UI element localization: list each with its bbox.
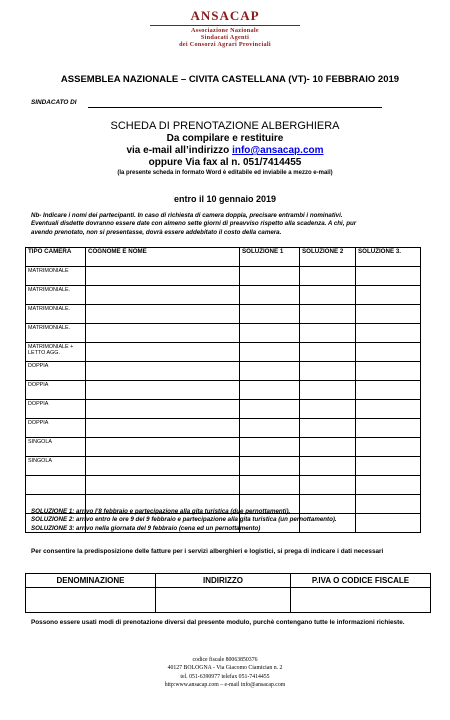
room-type-cell: SINGOLA [26, 457, 86, 476]
soluzione-1-cell[interactable] [240, 381, 300, 400]
soluzione-2-cell[interactable] [300, 438, 356, 457]
soluzione-1-cell[interactable] [240, 267, 300, 286]
room-row [26, 438, 421, 457]
room-row [26, 457, 421, 476]
solution-line: SOLUZIONE 2: arrivo entro le ore 9 del 9 febbraio e partecipazione alla gita turistica (un pernottamento). [31, 516, 337, 524]
room-type-cell: DOPPIA [26, 362, 86, 381]
header-denominazione: DENOMINAZIONE [26, 574, 156, 588]
sindacato-label: SINDACATO DI [31, 99, 77, 106]
invoice-note: Per consentire la predisposizione delle fatture per i servizi alberghieri e logistici, si prega di indicare i dati necessari [31, 548, 384, 555]
ansacap-logo [130, 8, 320, 48]
footer [0, 656, 450, 690]
soluzione-1-cell[interactable] [240, 419, 300, 438]
name-cell[interactable] [86, 457, 240, 476]
footer-web: http:www.ansacap.com – e-mail info@ansacap.com [164, 682, 286, 689]
soluzione-1-cell[interactable] [240, 457, 300, 476]
piva-field[interactable] [291, 588, 431, 613]
room-row [26, 267, 421, 286]
room-type-cell: MATRIMONIALE. [26, 305, 86, 324]
name-cell[interactable] [86, 286, 240, 305]
footer-phones: tel. 051-6390977 telefax 051-7414455 [180, 673, 270, 680]
name-cell[interactable] [86, 343, 240, 362]
soluzione-3-cell[interactable] [356, 305, 421, 324]
soluzione-3-cell[interactable] [356, 324, 421, 343]
soluzione-2-cell[interactable] [300, 286, 356, 305]
rooms-header-row [26, 248, 421, 267]
solution-line: SOLUZIONE 1: arrivo l’8 febbraio e partecipazione alla gita turistica (due pernottamenti). [31, 508, 291, 515]
room-type-cell [26, 476, 86, 495]
soluzione-3-cell[interactable] [356, 362, 421, 381]
room-row [26, 476, 421, 495]
room-type-cell: DOPPIA [26, 419, 86, 438]
denominazione-field[interactable] [26, 588, 156, 613]
word-format-note: (la presente scheda in formato Word è editabile ed inviabile a mezzo e-mail) [117, 170, 333, 176]
room-row [26, 324, 421, 343]
nb-line: Eventuali disdette dovranno essere date con almeno sette giorni di preavviso rispetto alla scadenza. A chi, pur [31, 220, 357, 228]
header-piva: P.IVA O CODICE FISCALE [291, 574, 431, 588]
soluzione-3-cell[interactable] [356, 343, 421, 362]
soluzione-2-cell[interactable] [300, 267, 356, 286]
name-cell[interactable] [86, 438, 240, 457]
soluzione-2-cell[interactable] [300, 400, 356, 419]
name-cell[interactable] [86, 476, 240, 495]
name-cell[interactable] [86, 400, 240, 419]
header-indirizzo: INDIRIZZO [156, 574, 291, 588]
header-tipo-camera: TIPO CAMERA [26, 248, 86, 267]
soluzione-1-cell[interactable] [240, 324, 300, 343]
logo-name: ANSACAP [190, 8, 260, 23]
billing-input-row [26, 588, 431, 613]
nb-line: avendo prenotato, non si presentasse, dovrà essere addebitato il costo della camera. [31, 228, 282, 236]
footer-address: 40127 BOLOGNA - Via Giacomo Ciamician n. 2 [167, 665, 283, 672]
room-row [26, 343, 421, 362]
closing-note: Possono essere usati modi di prenotazione diversi dal presente modulo, purchè contengano tutte le informazioni richieste. [31, 619, 405, 626]
billing-table [25, 573, 431, 613]
form-title: SCHEDA DI PRENOTAZIONE ALBERGHIERA [110, 120, 340, 132]
deadline: entro il 10 gennaio 2019 [173, 194, 277, 204]
room-row [26, 305, 421, 324]
room-type-cell: MATRIMONIALE. [26, 286, 86, 305]
rooms-table [25, 247, 421, 533]
soluzione-1-cell[interactable] [240, 343, 300, 362]
room-type-cell: DOPPIA [26, 400, 86, 419]
billing-header-row [26, 574, 431, 588]
soluzione-3-cell[interactable] [356, 419, 421, 438]
soluzione-2-cell[interactable] [300, 381, 356, 400]
email-prefix: via e-mail all’indirizzo [126, 145, 233, 156]
header-cognome-nome: COGNOME E NOME [86, 248, 240, 267]
room-row [26, 362, 421, 381]
header-soluzione-1: SOLUZIONE 1 [240, 248, 300, 267]
header-soluzione-2: SOLUZIONE 2 [300, 248, 356, 267]
soluzione-2-cell[interactable] [300, 419, 356, 438]
soluzione-1-cell[interactable] [240, 476, 300, 495]
soluzione-1-cell[interactable] [240, 400, 300, 419]
soluzione-1-cell[interactable] [240, 362, 300, 381]
soluzione-3-cell[interactable] [356, 286, 421, 305]
email-link[interactable]: info@ansacap.com [232, 145, 324, 156]
sindacato-input-line[interactable] [88, 107, 382, 108]
name-cell[interactable] [86, 419, 240, 438]
email-instruction [0, 145, 450, 156]
solution-line: SOLUZIONE 3: arrivo nella giornata del 9 febbraio (cena ed un pernottamento) [31, 524, 261, 532]
room-row [26, 400, 421, 419]
room-type-cell: MATRIMONIALE + LETTO AGG. [26, 343, 86, 362]
name-cell[interactable] [86, 324, 240, 343]
name-cell[interactable] [86, 305, 240, 324]
name-cell[interactable] [86, 267, 240, 286]
soluzione-2-cell[interactable] [300, 362, 356, 381]
name-cell[interactable] [86, 362, 240, 381]
nb-notice [31, 212, 396, 237]
room-type-cell: DOPPIA [26, 381, 86, 400]
logo-line-1: Associazione Nazionale [191, 27, 259, 34]
soluzione-3-cell[interactable] [356, 400, 421, 419]
soluzione-2-cell[interactable] [300, 324, 356, 343]
form-subtitle: Da compilare e restituire [166, 133, 284, 144]
logo-line-3: dei Consorzi Agrari Provinciali [179, 41, 271, 48]
header-soluzione-3: SOLUZIONE 3. [356, 248, 421, 267]
rooms-body [26, 267, 421, 533]
solutions-list [31, 508, 431, 533]
fax-instruction: oppure Via fax al n. 051/7414455 [148, 157, 302, 168]
room-type-cell: MATRIMONIALE. [26, 324, 86, 343]
room-type-cell: SINGOLA [26, 438, 86, 457]
soluzione-1-cell[interactable] [240, 305, 300, 324]
assembly-title: ASSEMBLEA NAZIONALE – CIVITA CASTELLANA (VT)- 10 FEBBRAIO 2019 [60, 74, 400, 85]
soluzione-3-cell[interactable] [356, 381, 421, 400]
soluzione-3-cell[interactable] [356, 267, 421, 286]
soluzione-1-cell[interactable] [240, 286, 300, 305]
nb-line: Nb- Indicare i nomi dei partecipanti. In caso di richiesta di camera doppia, precisare entrambi i nominativi. [31, 212, 343, 219]
logo-line-2: Sindacati Agenti [200, 34, 250, 41]
soluzione-2-cell[interactable] [300, 305, 356, 324]
room-row [26, 286, 421, 305]
name-cell[interactable] [86, 381, 240, 400]
logo-rule [150, 25, 300, 26]
soluzione-3-cell[interactable] [356, 438, 421, 457]
soluzione-3-cell[interactable] [356, 476, 421, 495]
room-type-cell: MATRIMONIALE [26, 267, 86, 286]
soluzione-1-cell[interactable] [240, 438, 300, 457]
soluzione-3-cell[interactable] [356, 457, 421, 476]
soluzione-2-cell[interactable] [300, 476, 356, 495]
footer-codice-fiscale: codice fiscale 80063850376 [192, 657, 258, 663]
room-row [26, 381, 421, 400]
room-row [26, 419, 421, 438]
soluzione-2-cell[interactable] [300, 457, 356, 476]
soluzione-2-cell[interactable] [300, 343, 356, 362]
indirizzo-field[interactable] [156, 588, 291, 613]
